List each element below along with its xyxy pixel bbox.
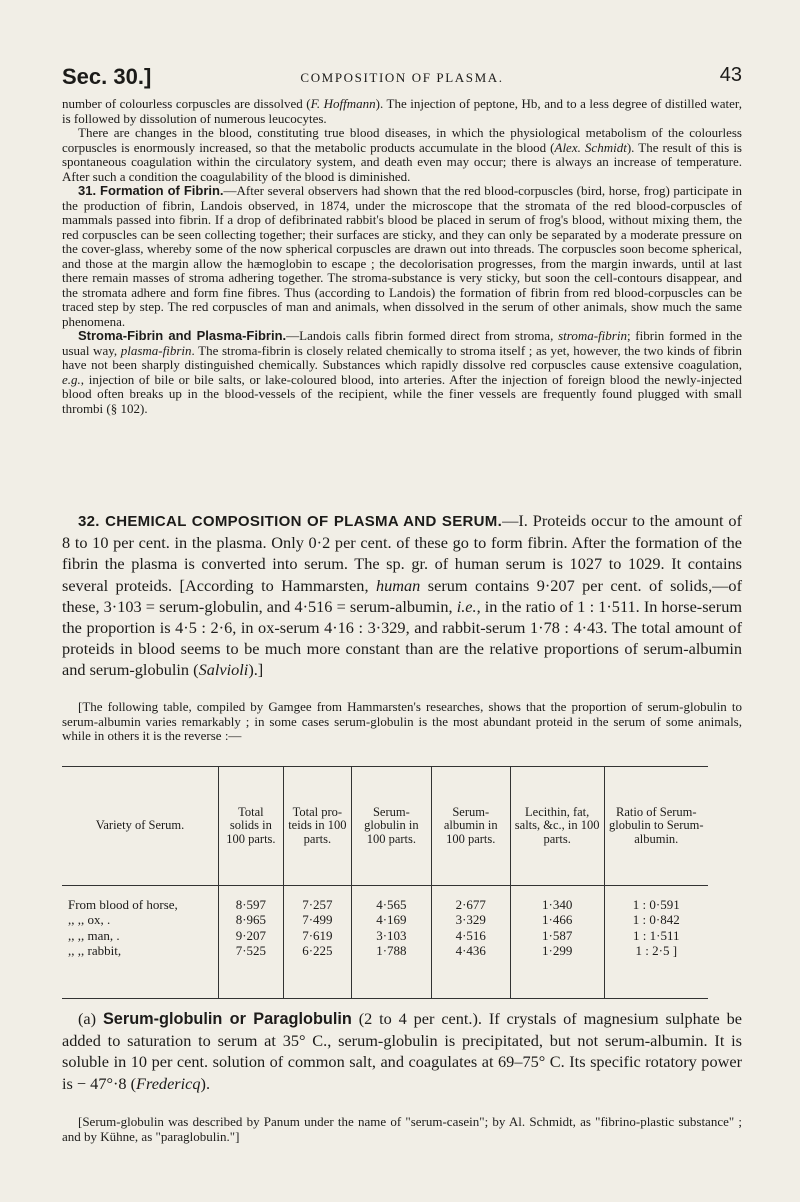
table-cell: 4·516 bbox=[455, 927, 486, 943]
header-proteids: Total pro-teids in 100 parts. bbox=[283, 767, 351, 886]
table-cell: ,, ,, rabbit, bbox=[68, 943, 122, 959]
table-cell: 1 : 1·511 bbox=[633, 927, 680, 943]
table-cell: 4·169 bbox=[376, 912, 407, 928]
table-cell: 1·587 bbox=[541, 927, 573, 943]
table-cell: 1·466 bbox=[541, 912, 573, 928]
heading-formation-of-fibrin: 31. Formation of Fibrin. bbox=[78, 183, 224, 198]
heading-chemical-composition: 32. CHEMICAL COMPOSITION OF PLASMA AND SERUM. bbox=[78, 513, 503, 530]
header-variety: Variety of Serum. bbox=[62, 767, 219, 886]
column-globulin bbox=[351, 886, 431, 999]
table-cell: 1·299 bbox=[541, 943, 573, 959]
table-cell: 1·340 bbox=[541, 897, 573, 912]
table-cell: From blood of horse, bbox=[68, 897, 178, 912]
column-proteids bbox=[283, 886, 351, 999]
paragraph-chemical-composition: 32. CHEMICAL COMPOSITION OF PLASMA AND SERUM.—I. Proteids occur to the amount of 8 to 10 per cent. in the plasma. Only 0·2 per cent. of these go to form fibrin. After the formation of the fibrin the plasma is converted into serum. The sp. gr. of human serum is 1027 to 1029. It contains several proteids. [According to Hammarsten, human serum contains 9·207 per cent. of solids,—of these, 3·103 = serum-globulin, and 4·516 = serum-albumin, i.e., in the ratio of 1 : 1·511. In horse-serum the proportion is 4·5 : 2·6, in ox-serum 4·16 : 3·329, and rabbit-serum 1·78 : 4·43. The total amount of proteids in blood seems to be much more constant than are the relative proportions of serum-albumin and serum-globulin (Salvioli).] bbox=[62, 511, 743, 680]
header-albumin: Serum-albumin in 100 parts. bbox=[431, 767, 510, 886]
table-cell: 7·619 bbox=[302, 927, 333, 943]
heading-stroma-fibrin: Stroma-Fibrin and Plasma-Fibrin. bbox=[78, 328, 287, 343]
table-cell: 4·436 bbox=[455, 943, 486, 959]
table-cell: 8·597 bbox=[235, 897, 267, 912]
column-variety bbox=[62, 886, 219, 999]
header-globulin: Serum-globulin in 100 parts. bbox=[351, 767, 431, 886]
paragraph-serum-globulin: (a) Serum-globulin or Paraglobulin (2 to 4 per cent.). If crystals of magnesium sulphate be added to saturation to serum at 35° C., serum-globulin is precipitated, but not serum-albumin. It is soluble in 10 per cent. solution of common salt, and coagulates at 69–75° C. Its specific rotatory power is − 47°·8 (Fredericq). bbox=[62, 1009, 742, 1093]
serum-composition-table bbox=[62, 766, 708, 996]
header-lecithin: Lecithin, fat, salts, &c., in 100 parts. bbox=[510, 767, 604, 886]
table-cell: ,, ,, man, . bbox=[68, 927, 120, 943]
header-ratio: Ratio of Serum-globulin to Serum-albumin. bbox=[604, 767, 708, 886]
citation: Fredericq bbox=[136, 1073, 201, 1093]
header-solids: Total solids in 100 parts. bbox=[219, 767, 284, 886]
table-cell: 1 : 2·5 ] bbox=[635, 943, 678, 959]
serum-globulin-text bbox=[62, 1008, 742, 1094]
table-cell: 7·499 bbox=[302, 912, 333, 928]
table-intro: [The following table, compiled by Gamgee from Hammarsten's researches, shows that the proportion of serum-globulin to serum-albumin varies remarkably ; in some cases serum-globulin is the most abundant proteid in the serum of some animals, while in others it is the reverse :— bbox=[62, 699, 742, 743]
table-cell: 8·965 bbox=[235, 912, 267, 928]
section-marker: Sec. 30.] bbox=[62, 64, 152, 89]
paragraph-blood-diseases: There are changes in the blood, constituting true blood diseases, in which the physiological metabolism of the colourless corpuscles is enormously increased, so that the metabolic products accumulate in the blood (Alex. Schmidt). The result of this is spontaneous coagulation within the circulatory system, and death even may occur; there is always an increase of temperature. After such a condition the coagulability of the blood is diminished. bbox=[62, 125, 742, 184]
table-cell: 7·525 bbox=[235, 943, 267, 959]
citation: F. Hoffmann bbox=[310, 96, 376, 111]
heading-serum-globulin: Serum-globulin or Paraglobulin bbox=[102, 1010, 352, 1028]
note-serum-globulin: [Serum-globulin was described by Panum under the name of "serum-casein"; by Al. Schmidt, as "fibrino-plastic substance" ; and by Kühne, as "paraglobulin."] bbox=[62, 1114, 742, 1144]
table-cell: 4·565 bbox=[376, 897, 407, 912]
table-cell: 7·257 bbox=[302, 897, 333, 912]
table-cell: 3·329 bbox=[455, 912, 486, 928]
running-title: COMPOSITION OF PLASMA. bbox=[300, 70, 504, 85]
citation: Alex. Schmidt bbox=[554, 139, 627, 155]
table-cell: 2·677 bbox=[455, 897, 486, 912]
table-cell: 1 : 0·591 bbox=[632, 897, 680, 912]
paragraph-intro: number of colourless corpuscles are dissolved (F. Hoffmann). The injection of peptone, Hb, and to a less degree of distilled water, is followed by dissolution of numerous leucocytes. bbox=[62, 96, 742, 126]
column-albumin bbox=[431, 886, 510, 999]
section-31-text bbox=[62, 97, 742, 416]
page-number: 43 bbox=[719, 64, 742, 86]
table-cell: 1·788 bbox=[376, 943, 407, 959]
paragraph-formation-of-fibrin: 31. Formation of Fibrin.—After several observers had shown that the red blood-corpuscles (bird, horse, frog) participate in the production of fibrin, Landois observed, in 1874, under the microscope that the stromata of the red blood-corpuscles of mammals passed into fibrin. If a drop of defibrinated rabbit's blood be placed in serum of frog's blood, without mixing them, the red corpuscles can be seen collecting together; their surfaces are sticky, and they can only be separated by a moderate pressure on the cover-glass, whereby some of the now spherical corpuscles are drawn out into threads. The corpuscles soon become spherical, and those at the margin allow the hæmoglobin to escape ; the decolorisation progresses, from the margin inwards, until at last there remain masses of stroma adhering together. The stroma-substance is very sticky, but soon the cell-contours disappear, and the stromata adhere and form fine fibres. Thus (according to Landois) the formation of fibrin from red blood-corpuscles can be traced step by step. The red corpuscles of man and animals, when dissolved in the serum of other animals, show much the same phenomena. bbox=[62, 183, 742, 329]
table-cell: 9·207 bbox=[235, 927, 267, 943]
paragraph-stroma-fibrin: Stroma-Fibrin and Plasma-Fibrin.—Landois calls fibrin formed direct from stroma, stroma-fibrin; fibrin formed in the usual way, plasma-fibrin. The stroma-fibrin is closely related chemically to stroma itself ; as yet, however, the two kinds of fibrin have not been sharply distinguished chemically. Substances which rapidly dissolve red corpuscles cause extensive coagulation, e.g., injection of bile or bile salts, or lake-coloured blood, into arteries. After the injection of foreign blood the newly-injected blood often breaks up in the blood-vessels of the recipient, while the finer vessels are frequently found plugged with small thrombi (§ 102). bbox=[62, 328, 742, 416]
table-cell: 1 : 0·842 bbox=[632, 912, 680, 928]
column-solids bbox=[219, 886, 284, 999]
table-cell: 6·225 bbox=[302, 943, 333, 959]
table-cell: ,, ,, ox, . bbox=[68, 912, 111, 928]
column-lecithin bbox=[510, 886, 604, 999]
section-32-text bbox=[62, 510, 742, 681]
running-header bbox=[62, 64, 742, 90]
column-ratio bbox=[604, 886, 708, 999]
table-cell: 3·103 bbox=[376, 927, 407, 943]
